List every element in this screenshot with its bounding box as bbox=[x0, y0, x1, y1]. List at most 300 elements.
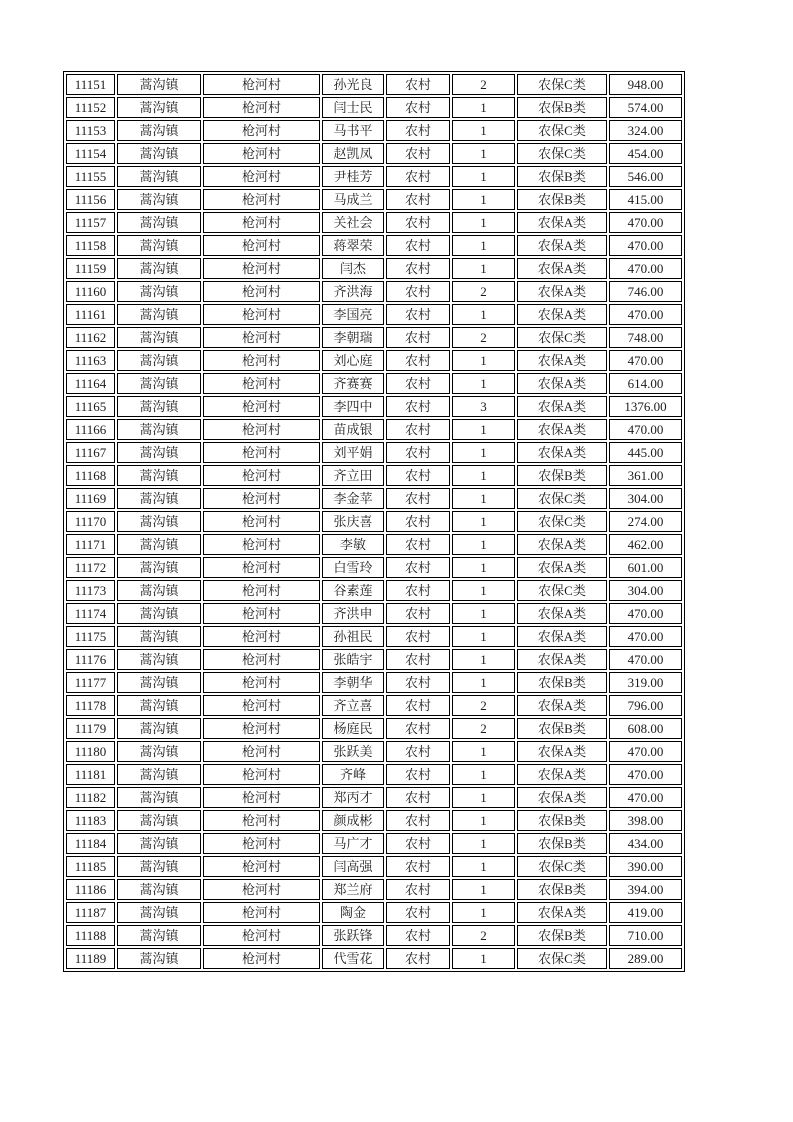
cell-town: 蒿沟镇 bbox=[117, 764, 201, 785]
cell-insurance-category: 农保B类 bbox=[517, 925, 607, 946]
table-row bbox=[66, 672, 682, 693]
table-row bbox=[66, 557, 682, 578]
cell-residence-type: 农村 bbox=[386, 626, 450, 647]
cell-town: 蒿沟镇 bbox=[117, 442, 201, 463]
cell-village: 枪河村 bbox=[203, 764, 320, 785]
cell-person-name: 颜成彬 bbox=[322, 810, 384, 831]
table-row bbox=[66, 396, 682, 417]
cell-residence-type: 农村 bbox=[386, 787, 450, 808]
cell-insurance-category: 农保C类 bbox=[517, 488, 607, 509]
cell-record-id: 11159 bbox=[66, 258, 115, 279]
cell-person-count: 1 bbox=[452, 511, 515, 532]
cell-village: 枪河村 bbox=[203, 856, 320, 877]
cell-record-id: 11161 bbox=[66, 304, 115, 325]
cell-insurance-category: 农保B类 bbox=[517, 810, 607, 831]
cell-person-count: 1 bbox=[452, 580, 515, 601]
cell-town: 蒿沟镇 bbox=[117, 488, 201, 509]
cell-insurance-category: 农保A类 bbox=[517, 603, 607, 624]
cell-village: 枪河村 bbox=[203, 879, 320, 900]
cell-insurance-category: 农保B类 bbox=[517, 718, 607, 739]
cell-town: 蒿沟镇 bbox=[117, 580, 201, 601]
cell-record-id: 11173 bbox=[66, 580, 115, 601]
cell-residence-type: 农村 bbox=[386, 534, 450, 555]
cell-record-id: 11168 bbox=[66, 465, 115, 486]
cell-record-id: 11172 bbox=[66, 557, 115, 578]
cell-person-count: 1 bbox=[452, 419, 515, 440]
table-row bbox=[66, 718, 682, 739]
cell-town: 蒿沟镇 bbox=[117, 787, 201, 808]
cell-residence-type: 农村 bbox=[386, 810, 450, 831]
cell-insurance-category: 农保A类 bbox=[517, 373, 607, 394]
cell-insurance-category: 农保A类 bbox=[517, 304, 607, 325]
cell-residence-type: 农村 bbox=[386, 74, 450, 95]
cell-insurance-category: 农保A类 bbox=[517, 764, 607, 785]
table-row bbox=[66, 695, 682, 716]
cell-insurance-category: 农保A类 bbox=[517, 534, 607, 555]
cell-village: 枪河村 bbox=[203, 741, 320, 762]
cell-record-id: 11162 bbox=[66, 327, 115, 348]
cell-town: 蒿沟镇 bbox=[117, 925, 201, 946]
cell-record-id: 11189 bbox=[66, 948, 115, 969]
cell-insurance-category: 农保A类 bbox=[517, 902, 607, 923]
cell-person-name: 张庆喜 bbox=[322, 511, 384, 532]
cell-town: 蒿沟镇 bbox=[117, 189, 201, 210]
table-row bbox=[66, 419, 682, 440]
cell-amount: 470.00 bbox=[609, 419, 682, 440]
cell-town: 蒿沟镇 bbox=[117, 511, 201, 532]
cell-residence-type: 农村 bbox=[386, 396, 450, 417]
cell-insurance-category: 农保A类 bbox=[517, 281, 607, 302]
cell-amount: 394.00 bbox=[609, 879, 682, 900]
cell-record-id: 11180 bbox=[66, 741, 115, 762]
cell-village: 枪河村 bbox=[203, 948, 320, 969]
cell-insurance-category: 农保C类 bbox=[517, 948, 607, 969]
cell-person-name: 孙光良 bbox=[322, 74, 384, 95]
cell-person-count: 1 bbox=[452, 189, 515, 210]
cell-town: 蒿沟镇 bbox=[117, 212, 201, 233]
cell-insurance-category: 农保C类 bbox=[517, 327, 607, 348]
cell-town: 蒿沟镇 bbox=[117, 97, 201, 118]
cell-insurance-category: 农保C类 bbox=[517, 580, 607, 601]
cell-town: 蒿沟镇 bbox=[117, 304, 201, 325]
cell-record-id: 11171 bbox=[66, 534, 115, 555]
cell-person-name: 代雪花 bbox=[322, 948, 384, 969]
cell-town: 蒿沟镇 bbox=[117, 373, 201, 394]
cell-village: 枪河村 bbox=[203, 695, 320, 716]
cell-record-id: 11163 bbox=[66, 350, 115, 371]
table-row bbox=[66, 97, 682, 118]
cell-town: 蒿沟镇 bbox=[117, 672, 201, 693]
cell-amount: 304.00 bbox=[609, 488, 682, 509]
cell-residence-type: 农村 bbox=[386, 465, 450, 486]
cell-record-id: 11164 bbox=[66, 373, 115, 394]
cell-insurance-category: 农保A类 bbox=[517, 787, 607, 808]
cell-town: 蒿沟镇 bbox=[117, 281, 201, 302]
cell-person-name: 陶金 bbox=[322, 902, 384, 923]
table-row bbox=[66, 603, 682, 624]
cell-person-name: 刘心庭 bbox=[322, 350, 384, 371]
cell-village: 枪河村 bbox=[203, 580, 320, 601]
table-row bbox=[66, 120, 682, 141]
cell-person-name: 尹桂芳 bbox=[322, 166, 384, 187]
table-row bbox=[66, 741, 682, 762]
cell-town: 蒿沟镇 bbox=[117, 327, 201, 348]
cell-amount: 574.00 bbox=[609, 97, 682, 118]
cell-amount: 710.00 bbox=[609, 925, 682, 946]
cell-amount: 470.00 bbox=[609, 764, 682, 785]
cell-person-count: 1 bbox=[452, 856, 515, 877]
cell-record-id: 11151 bbox=[66, 74, 115, 95]
cell-residence-type: 农村 bbox=[386, 373, 450, 394]
cell-town: 蒿沟镇 bbox=[117, 235, 201, 256]
cell-person-name: 赵凯凤 bbox=[322, 143, 384, 164]
cell-person-name: 蒋翠荣 bbox=[322, 235, 384, 256]
cell-amount: 324.00 bbox=[609, 120, 682, 141]
cell-person-count: 1 bbox=[452, 649, 515, 670]
cell-town: 蒿沟镇 bbox=[117, 603, 201, 624]
cell-residence-type: 农村 bbox=[386, 120, 450, 141]
cell-village: 枪河村 bbox=[203, 419, 320, 440]
cell-insurance-category: 农保B类 bbox=[517, 166, 607, 187]
cell-town: 蒿沟镇 bbox=[117, 350, 201, 371]
cell-person-count: 2 bbox=[452, 327, 515, 348]
cell-insurance-category: 农保A类 bbox=[517, 649, 607, 670]
cell-residence-type: 农村 bbox=[386, 488, 450, 509]
cell-residence-type: 农村 bbox=[386, 97, 450, 118]
cell-person-name: 张跃锋 bbox=[322, 925, 384, 946]
cell-amount: 948.00 bbox=[609, 74, 682, 95]
cell-person-count: 2 bbox=[452, 281, 515, 302]
cell-amount: 289.00 bbox=[609, 948, 682, 969]
cell-town: 蒿沟镇 bbox=[117, 143, 201, 164]
cell-amount: 470.00 bbox=[609, 626, 682, 647]
cell-amount: 746.00 bbox=[609, 281, 682, 302]
cell-amount: 614.00 bbox=[609, 373, 682, 394]
cell-person-count: 1 bbox=[452, 879, 515, 900]
cell-insurance-category: 农保A类 bbox=[517, 442, 607, 463]
cell-residence-type: 农村 bbox=[386, 603, 450, 624]
cell-village: 枪河村 bbox=[203, 373, 320, 394]
cell-town: 蒿沟镇 bbox=[117, 649, 201, 670]
cell-record-id: 11184 bbox=[66, 833, 115, 854]
cell-residence-type: 农村 bbox=[386, 557, 450, 578]
cell-town: 蒿沟镇 bbox=[117, 948, 201, 969]
cell-record-id: 11175 bbox=[66, 626, 115, 647]
cell-village: 枪河村 bbox=[203, 212, 320, 233]
cell-village: 枪河村 bbox=[203, 833, 320, 854]
cell-person-count: 1 bbox=[452, 465, 515, 486]
cell-village: 枪河村 bbox=[203, 235, 320, 256]
table-row bbox=[66, 212, 682, 233]
cell-insurance-category: 农保C类 bbox=[517, 511, 607, 532]
table-row bbox=[66, 166, 682, 187]
cell-amount: 470.00 bbox=[609, 649, 682, 670]
cell-residence-type: 农村 bbox=[386, 902, 450, 923]
cell-insurance-category: 农保A类 bbox=[517, 396, 607, 417]
cell-village: 枪河村 bbox=[203, 281, 320, 302]
cell-amount: 470.00 bbox=[609, 235, 682, 256]
cell-town: 蒿沟镇 bbox=[117, 258, 201, 279]
cell-amount: 434.00 bbox=[609, 833, 682, 854]
cell-residence-type: 农村 bbox=[386, 304, 450, 325]
cell-insurance-category: 农保A类 bbox=[517, 212, 607, 233]
cell-amount: 361.00 bbox=[609, 465, 682, 486]
cell-record-id: 11186 bbox=[66, 879, 115, 900]
cell-record-id: 11156 bbox=[66, 189, 115, 210]
cell-person-name: 齐洪申 bbox=[322, 603, 384, 624]
cell-person-name: 齐赛赛 bbox=[322, 373, 384, 394]
cell-amount: 419.00 bbox=[609, 902, 682, 923]
table-row bbox=[66, 189, 682, 210]
cell-person-count: 1 bbox=[452, 557, 515, 578]
cell-amount: 470.00 bbox=[609, 304, 682, 325]
cell-record-id: 11179 bbox=[66, 718, 115, 739]
table-row bbox=[66, 465, 682, 486]
table-row bbox=[66, 856, 682, 877]
table-row bbox=[66, 580, 682, 601]
cell-amount: 470.00 bbox=[609, 741, 682, 762]
cell-insurance-category: 农保A类 bbox=[517, 626, 607, 647]
cell-residence-type: 农村 bbox=[386, 143, 450, 164]
cell-town: 蒿沟镇 bbox=[117, 879, 201, 900]
cell-person-count: 1 bbox=[452, 488, 515, 509]
cell-amount: 470.00 bbox=[609, 258, 682, 279]
cell-residence-type: 农村 bbox=[386, 327, 450, 348]
cell-record-id: 11178 bbox=[66, 695, 115, 716]
cell-person-name: 李敏 bbox=[322, 534, 384, 555]
cell-person-count: 1 bbox=[452, 810, 515, 831]
cell-person-name: 李四中 bbox=[322, 396, 384, 417]
cell-person-name: 谷素莲 bbox=[322, 580, 384, 601]
cell-amount: 390.00 bbox=[609, 856, 682, 877]
cell-person-count: 1 bbox=[452, 534, 515, 555]
cell-amount: 398.00 bbox=[609, 810, 682, 831]
cell-residence-type: 农村 bbox=[386, 764, 450, 785]
cell-amount: 274.00 bbox=[609, 511, 682, 532]
cell-residence-type: 农村 bbox=[386, 833, 450, 854]
cell-village: 枪河村 bbox=[203, 304, 320, 325]
cell-amount: 796.00 bbox=[609, 695, 682, 716]
cell-town: 蒿沟镇 bbox=[117, 166, 201, 187]
cell-village: 枪河村 bbox=[203, 74, 320, 95]
cell-village: 枪河村 bbox=[203, 258, 320, 279]
cell-village: 枪河村 bbox=[203, 925, 320, 946]
cell-record-id: 11182 bbox=[66, 787, 115, 808]
cell-amount: 470.00 bbox=[609, 212, 682, 233]
cell-person-count: 1 bbox=[452, 235, 515, 256]
cell-person-name: 齐立喜 bbox=[322, 695, 384, 716]
cell-person-count: 1 bbox=[452, 672, 515, 693]
cell-record-id: 11181 bbox=[66, 764, 115, 785]
cell-village: 枪河村 bbox=[203, 189, 320, 210]
cell-person-name: 齐洪海 bbox=[322, 281, 384, 302]
cell-person-count: 2 bbox=[452, 925, 515, 946]
table-row bbox=[66, 902, 682, 923]
cell-village: 枪河村 bbox=[203, 465, 320, 486]
cell-amount: 445.00 bbox=[609, 442, 682, 463]
cell-record-id: 11185 bbox=[66, 856, 115, 877]
cell-amount: 470.00 bbox=[609, 350, 682, 371]
cell-person-count: 1 bbox=[452, 741, 515, 762]
cell-person-count: 1 bbox=[452, 143, 515, 164]
cell-person-name: 齐立田 bbox=[322, 465, 384, 486]
table-row bbox=[66, 511, 682, 532]
table-row bbox=[66, 879, 682, 900]
table-row bbox=[66, 925, 682, 946]
cell-record-id: 11166 bbox=[66, 419, 115, 440]
cell-person-name: 闫士民 bbox=[322, 97, 384, 118]
cell-residence-type: 农村 bbox=[386, 925, 450, 946]
cell-record-id: 11176 bbox=[66, 649, 115, 670]
cell-person-name: 李国亮 bbox=[322, 304, 384, 325]
cell-person-name: 刘平娟 bbox=[322, 442, 384, 463]
cell-insurance-category: 农保B类 bbox=[517, 189, 607, 210]
cell-person-count: 1 bbox=[452, 787, 515, 808]
cell-insurance-category: 农保A类 bbox=[517, 695, 607, 716]
cell-amount: 304.00 bbox=[609, 580, 682, 601]
cell-residence-type: 农村 bbox=[386, 649, 450, 670]
cell-record-id: 11188 bbox=[66, 925, 115, 946]
cell-record-id: 11170 bbox=[66, 511, 115, 532]
cell-residence-type: 农村 bbox=[386, 281, 450, 302]
cell-town: 蒿沟镇 bbox=[117, 810, 201, 831]
cell-person-name: 李朝华 bbox=[322, 672, 384, 693]
table-row bbox=[66, 258, 682, 279]
cell-insurance-category: 农保B类 bbox=[517, 672, 607, 693]
cell-village: 枪河村 bbox=[203, 97, 320, 118]
cell-record-id: 11152 bbox=[66, 97, 115, 118]
cell-town: 蒿沟镇 bbox=[117, 695, 201, 716]
cell-person-count: 2 bbox=[452, 74, 515, 95]
cell-residence-type: 农村 bbox=[386, 580, 450, 601]
cell-record-id: 11169 bbox=[66, 488, 115, 509]
cell-town: 蒿沟镇 bbox=[117, 741, 201, 762]
cell-person-name: 苗成银 bbox=[322, 419, 384, 440]
table-row bbox=[66, 488, 682, 509]
cell-amount: 608.00 bbox=[609, 718, 682, 739]
cell-person-name: 马成兰 bbox=[322, 189, 384, 210]
cell-record-id: 11165 bbox=[66, 396, 115, 417]
cell-residence-type: 农村 bbox=[386, 718, 450, 739]
cell-residence-type: 农村 bbox=[386, 166, 450, 187]
cell-residence-type: 农村 bbox=[386, 258, 450, 279]
cell-person-count: 1 bbox=[452, 97, 515, 118]
cell-town: 蒿沟镇 bbox=[117, 419, 201, 440]
cell-town: 蒿沟镇 bbox=[117, 856, 201, 877]
cell-person-count: 1 bbox=[452, 350, 515, 371]
cell-town: 蒿沟镇 bbox=[117, 833, 201, 854]
cell-village: 枪河村 bbox=[203, 488, 320, 509]
cell-insurance-category: 农保B类 bbox=[517, 97, 607, 118]
cell-person-count: 1 bbox=[452, 166, 515, 187]
cell-amount: 1376.00 bbox=[609, 396, 682, 417]
cell-residence-type: 农村 bbox=[386, 235, 450, 256]
cell-village: 枪河村 bbox=[203, 787, 320, 808]
cell-person-name: 郑兰府 bbox=[322, 879, 384, 900]
table-row bbox=[66, 764, 682, 785]
cell-amount: 462.00 bbox=[609, 534, 682, 555]
cell-amount: 470.00 bbox=[609, 787, 682, 808]
cell-village: 枪河村 bbox=[203, 557, 320, 578]
cell-town: 蒿沟镇 bbox=[117, 718, 201, 739]
cell-person-name: 郑丙才 bbox=[322, 787, 384, 808]
cell-person-name: 杨庭民 bbox=[322, 718, 384, 739]
cell-insurance-category: 农保C类 bbox=[517, 120, 607, 141]
cell-amount: 546.00 bbox=[609, 166, 682, 187]
cell-person-name: 关社会 bbox=[322, 212, 384, 233]
cell-record-id: 11157 bbox=[66, 212, 115, 233]
cell-residence-type: 农村 bbox=[386, 419, 450, 440]
cell-insurance-category: 农保B类 bbox=[517, 879, 607, 900]
cell-insurance-category: 农保A类 bbox=[517, 258, 607, 279]
cell-person-count: 1 bbox=[452, 212, 515, 233]
cell-village: 枪河村 bbox=[203, 143, 320, 164]
cell-village: 枪河村 bbox=[203, 626, 320, 647]
cell-person-count: 2 bbox=[452, 695, 515, 716]
cell-person-name: 孙祖民 bbox=[322, 626, 384, 647]
cell-village: 枪河村 bbox=[203, 902, 320, 923]
table-row bbox=[66, 787, 682, 808]
cell-residence-type: 农村 bbox=[386, 511, 450, 532]
table-row bbox=[66, 350, 682, 371]
cell-town: 蒿沟镇 bbox=[117, 120, 201, 141]
cell-record-id: 11187 bbox=[66, 902, 115, 923]
cell-town: 蒿沟镇 bbox=[117, 557, 201, 578]
cell-record-id: 11160 bbox=[66, 281, 115, 302]
cell-town: 蒿沟镇 bbox=[117, 465, 201, 486]
cell-residence-type: 农村 bbox=[386, 741, 450, 762]
cell-village: 枪河村 bbox=[203, 534, 320, 555]
cell-person-name: 李金苹 bbox=[322, 488, 384, 509]
cell-insurance-category: 农保B类 bbox=[517, 465, 607, 486]
insurance-records-table bbox=[63, 71, 685, 972]
cell-amount: 601.00 bbox=[609, 557, 682, 578]
cell-insurance-category: 农保C类 bbox=[517, 74, 607, 95]
cell-village: 枪河村 bbox=[203, 120, 320, 141]
cell-person-count: 1 bbox=[452, 902, 515, 923]
cell-insurance-category: 农保C类 bbox=[517, 856, 607, 877]
cell-person-count: 1 bbox=[452, 833, 515, 854]
cell-village: 枪河村 bbox=[203, 672, 320, 693]
cell-residence-type: 农村 bbox=[386, 442, 450, 463]
cell-record-id: 11153 bbox=[66, 120, 115, 141]
cell-record-id: 11174 bbox=[66, 603, 115, 624]
cell-residence-type: 农村 bbox=[386, 695, 450, 716]
table-row bbox=[66, 442, 682, 463]
cell-town: 蒿沟镇 bbox=[117, 626, 201, 647]
cell-insurance-category: 农保A类 bbox=[517, 235, 607, 256]
cell-record-id: 11183 bbox=[66, 810, 115, 831]
cell-person-name: 马广才 bbox=[322, 833, 384, 854]
table-row bbox=[66, 327, 682, 348]
cell-residence-type: 农村 bbox=[386, 948, 450, 969]
table-row bbox=[66, 833, 682, 854]
cell-residence-type: 农村 bbox=[386, 672, 450, 693]
cell-residence-type: 农村 bbox=[386, 350, 450, 371]
cell-residence-type: 农村 bbox=[386, 879, 450, 900]
cell-village: 枪河村 bbox=[203, 327, 320, 348]
cell-person-name: 张皓宇 bbox=[322, 649, 384, 670]
cell-amount: 748.00 bbox=[609, 327, 682, 348]
table-row bbox=[66, 534, 682, 555]
cell-record-id: 11158 bbox=[66, 235, 115, 256]
cell-town: 蒿沟镇 bbox=[117, 902, 201, 923]
table-row bbox=[66, 143, 682, 164]
cell-record-id: 11177 bbox=[66, 672, 115, 693]
cell-insurance-category: 农保A类 bbox=[517, 350, 607, 371]
cell-insurance-category: 农保A类 bbox=[517, 419, 607, 440]
cell-residence-type: 农村 bbox=[386, 189, 450, 210]
